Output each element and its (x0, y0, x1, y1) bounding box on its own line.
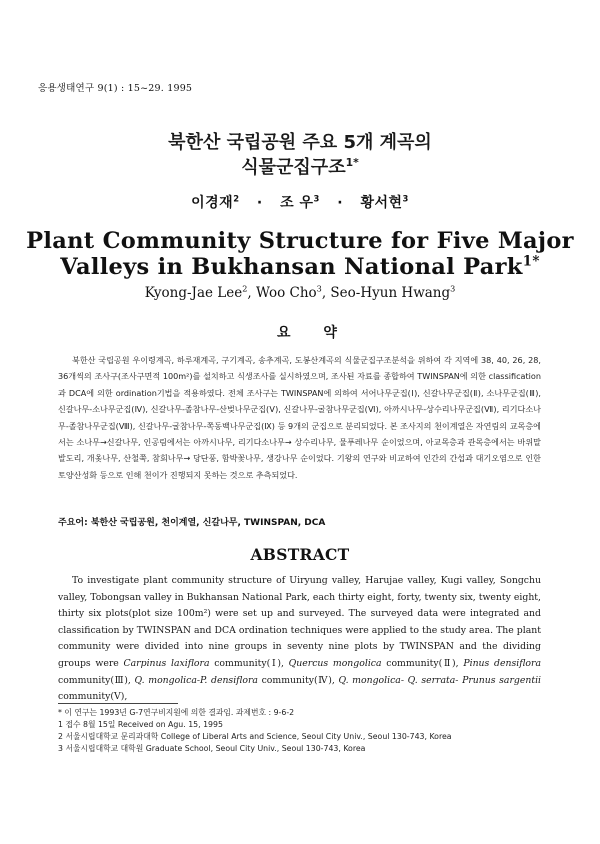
english-title-footnote-mark: 1* (522, 253, 540, 270)
korean-title-line1: 북한산 국립공원 주요 5개 계곡의 (168, 132, 432, 153)
english-authors (0, 285, 600, 301)
korean-author-2: 조 우 (280, 195, 314, 211)
footnote-rule (58, 703, 178, 704)
english-title-line1: Plant Community Structure for Five Major (26, 228, 574, 254)
korean-abstract-body: 북한산 국립공원 우이령계곡, 하루재계곡, 구기계곡, 송추계곡, 도봉산계곡의 식물군집구조분석을 위하여 각 지역에 38, 40, 26, 28, 36개씩의 조사구(조사구면적 100m²)를 설치하고 식생조사를 실시하였으며, 조사된 자료를 종합하여 TWINSPAN에 의한 classification과 DCA에 의한 ordination기법을 적용하였다. 전체 조사구는 TWINSPAN에 의하여 서어나무군집(Ⅰ), 신갈나무군집(Ⅱ), 소나무군집(Ⅲ), 신갈나무-소나무군집(Ⅳ), 신갈나무-졸참나무-산벚나무군집(Ⅴ), 신갈나무-굴참나무군집(Ⅵ), 아까시나무-상수리나무군집(Ⅶ), 리기다소나무-졸참나무군집(Ⅷ), 신갈나무-굴참나무-쪽동백나무군집(Ⅸ) 등 9개의 군집으로 분리되었다. 본 조사지의 천이계열은 자연림의 교목층에서는 소나무→신갈나무, 인공림에서는 아까시나무, 리기다소나무→ 상수리나무, 물푸레나무 순이었으며, 아교목층과 관목층에서는 바위말발도리, 개옻나무, 산철쭉, 참회나무→ 당단풍, 함박꽃나무, 생강나무 순이었다. 기왕의 연구와 비교하여 인간의 간섭과 대기오염으로 인한 토양산성화 등으로 인해 천이가 진행되지 못하는 것으로 추측되었다. (58, 355, 541, 480)
english-author-1: Kyong-Jae Lee (144, 285, 243, 301)
footnote-received: 1 접수 8월 15일 Received on Agu. 15, 1995 (58, 720, 223, 729)
english-author-3: Seo-Hyun Hwang (330, 285, 451, 301)
korean-author-3: 황서현 (360, 195, 403, 211)
footnote-affiliation-3: 3 서울시립대학교 대학원 Graduate School, Seoul City Univ., Seoul 130-743, Korea (58, 744, 366, 753)
korean-title-footnote-mark: 1* (345, 156, 359, 169)
korean-author-1-mark: 2 (233, 193, 240, 204)
korean-author-3-mark: 3 (402, 193, 409, 204)
english-author-sep: , (247, 285, 256, 301)
english-abstract-text: To investigate plant community structure of Uiryung valley, Harujae valley, Kugi valley, Songchu valley, Tobongsan valley in Bukhansan National Park, each thirty eight, forty, twenty six, twenty eight, thirty six plots(plot size 100m²) were set up and surveyed. The surveyed data were integrated and classification by TWINSPAN and DCA ordination techniques were applied to the study area. The plant community were divided into nine groups in seventy nine plots by TWINSPAN and the dividing groups were (58, 575, 541, 669)
korean-author-1: 이경재 (191, 195, 234, 211)
community-label: community(Ⅴ), (58, 691, 128, 703)
author-separator: · (337, 195, 344, 211)
english-author-1-mark: 2 (242, 283, 248, 294)
english-author-2-mark: 3 (316, 283, 322, 294)
english-author-3-mark: 3 (450, 283, 456, 294)
species-mongolica-serrata-prunus: Q. mongolica- Q. serrata- Prunus sargentii (338, 674, 542, 686)
keywords-label: 주요어: (58, 518, 88, 528)
community-label: community(Ⅰ), (209, 657, 289, 669)
english-abstract-heading: ABSTRACT (250, 545, 350, 564)
species-quercus: Quercus mongolica (288, 657, 382, 669)
keywords (58, 515, 541, 528)
english-title-line2 (0, 254, 600, 280)
footnote-affiliation-2: 2 서울시립대학교 문리과대학 College of Liberal Arts and Science, Seoul City Univ., Seoul 130-743, Korea (58, 732, 452, 741)
korean-title-line2 (0, 153, 600, 179)
keywords-text: 북한산 국립공원, 천이계열, 신갈나무, TWINSPAN, DCA (90, 518, 326, 528)
author-separator: · (256, 195, 263, 211)
community-label: community(Ⅳ), (257, 674, 339, 686)
species-pinus: Pinus densiflora (463, 657, 541, 669)
community-label: community(Ⅱ), (381, 657, 464, 669)
species-carpinus: Carpinus laxiflora (123, 657, 210, 669)
korean-abstract-heading: 요 약 (277, 325, 351, 341)
english-abstract-body (58, 573, 541, 706)
english-author-2: Woo Cho (256, 285, 317, 301)
english-title-text: Valleys in Bukhansan National Park (60, 254, 523, 280)
korean-authors (0, 192, 600, 212)
journal-citation: 응용생태연구 9(1) : 15~29. 1995 (38, 83, 193, 94)
community-label: community(Ⅲ), (58, 674, 135, 686)
korean-author-2-mark: 3 (313, 193, 320, 204)
korean-title-text: 식물군집구조 (241, 157, 346, 178)
species-mongolica-densiflora: Q. mongolica-P. densiflora (134, 674, 258, 686)
english-author-sep: , (321, 285, 331, 301)
footnote-funding: * 이 연구는 1993년 G-7연구비지원에 의한 결과임. 과제번호 : 9-6-2 (58, 708, 295, 717)
